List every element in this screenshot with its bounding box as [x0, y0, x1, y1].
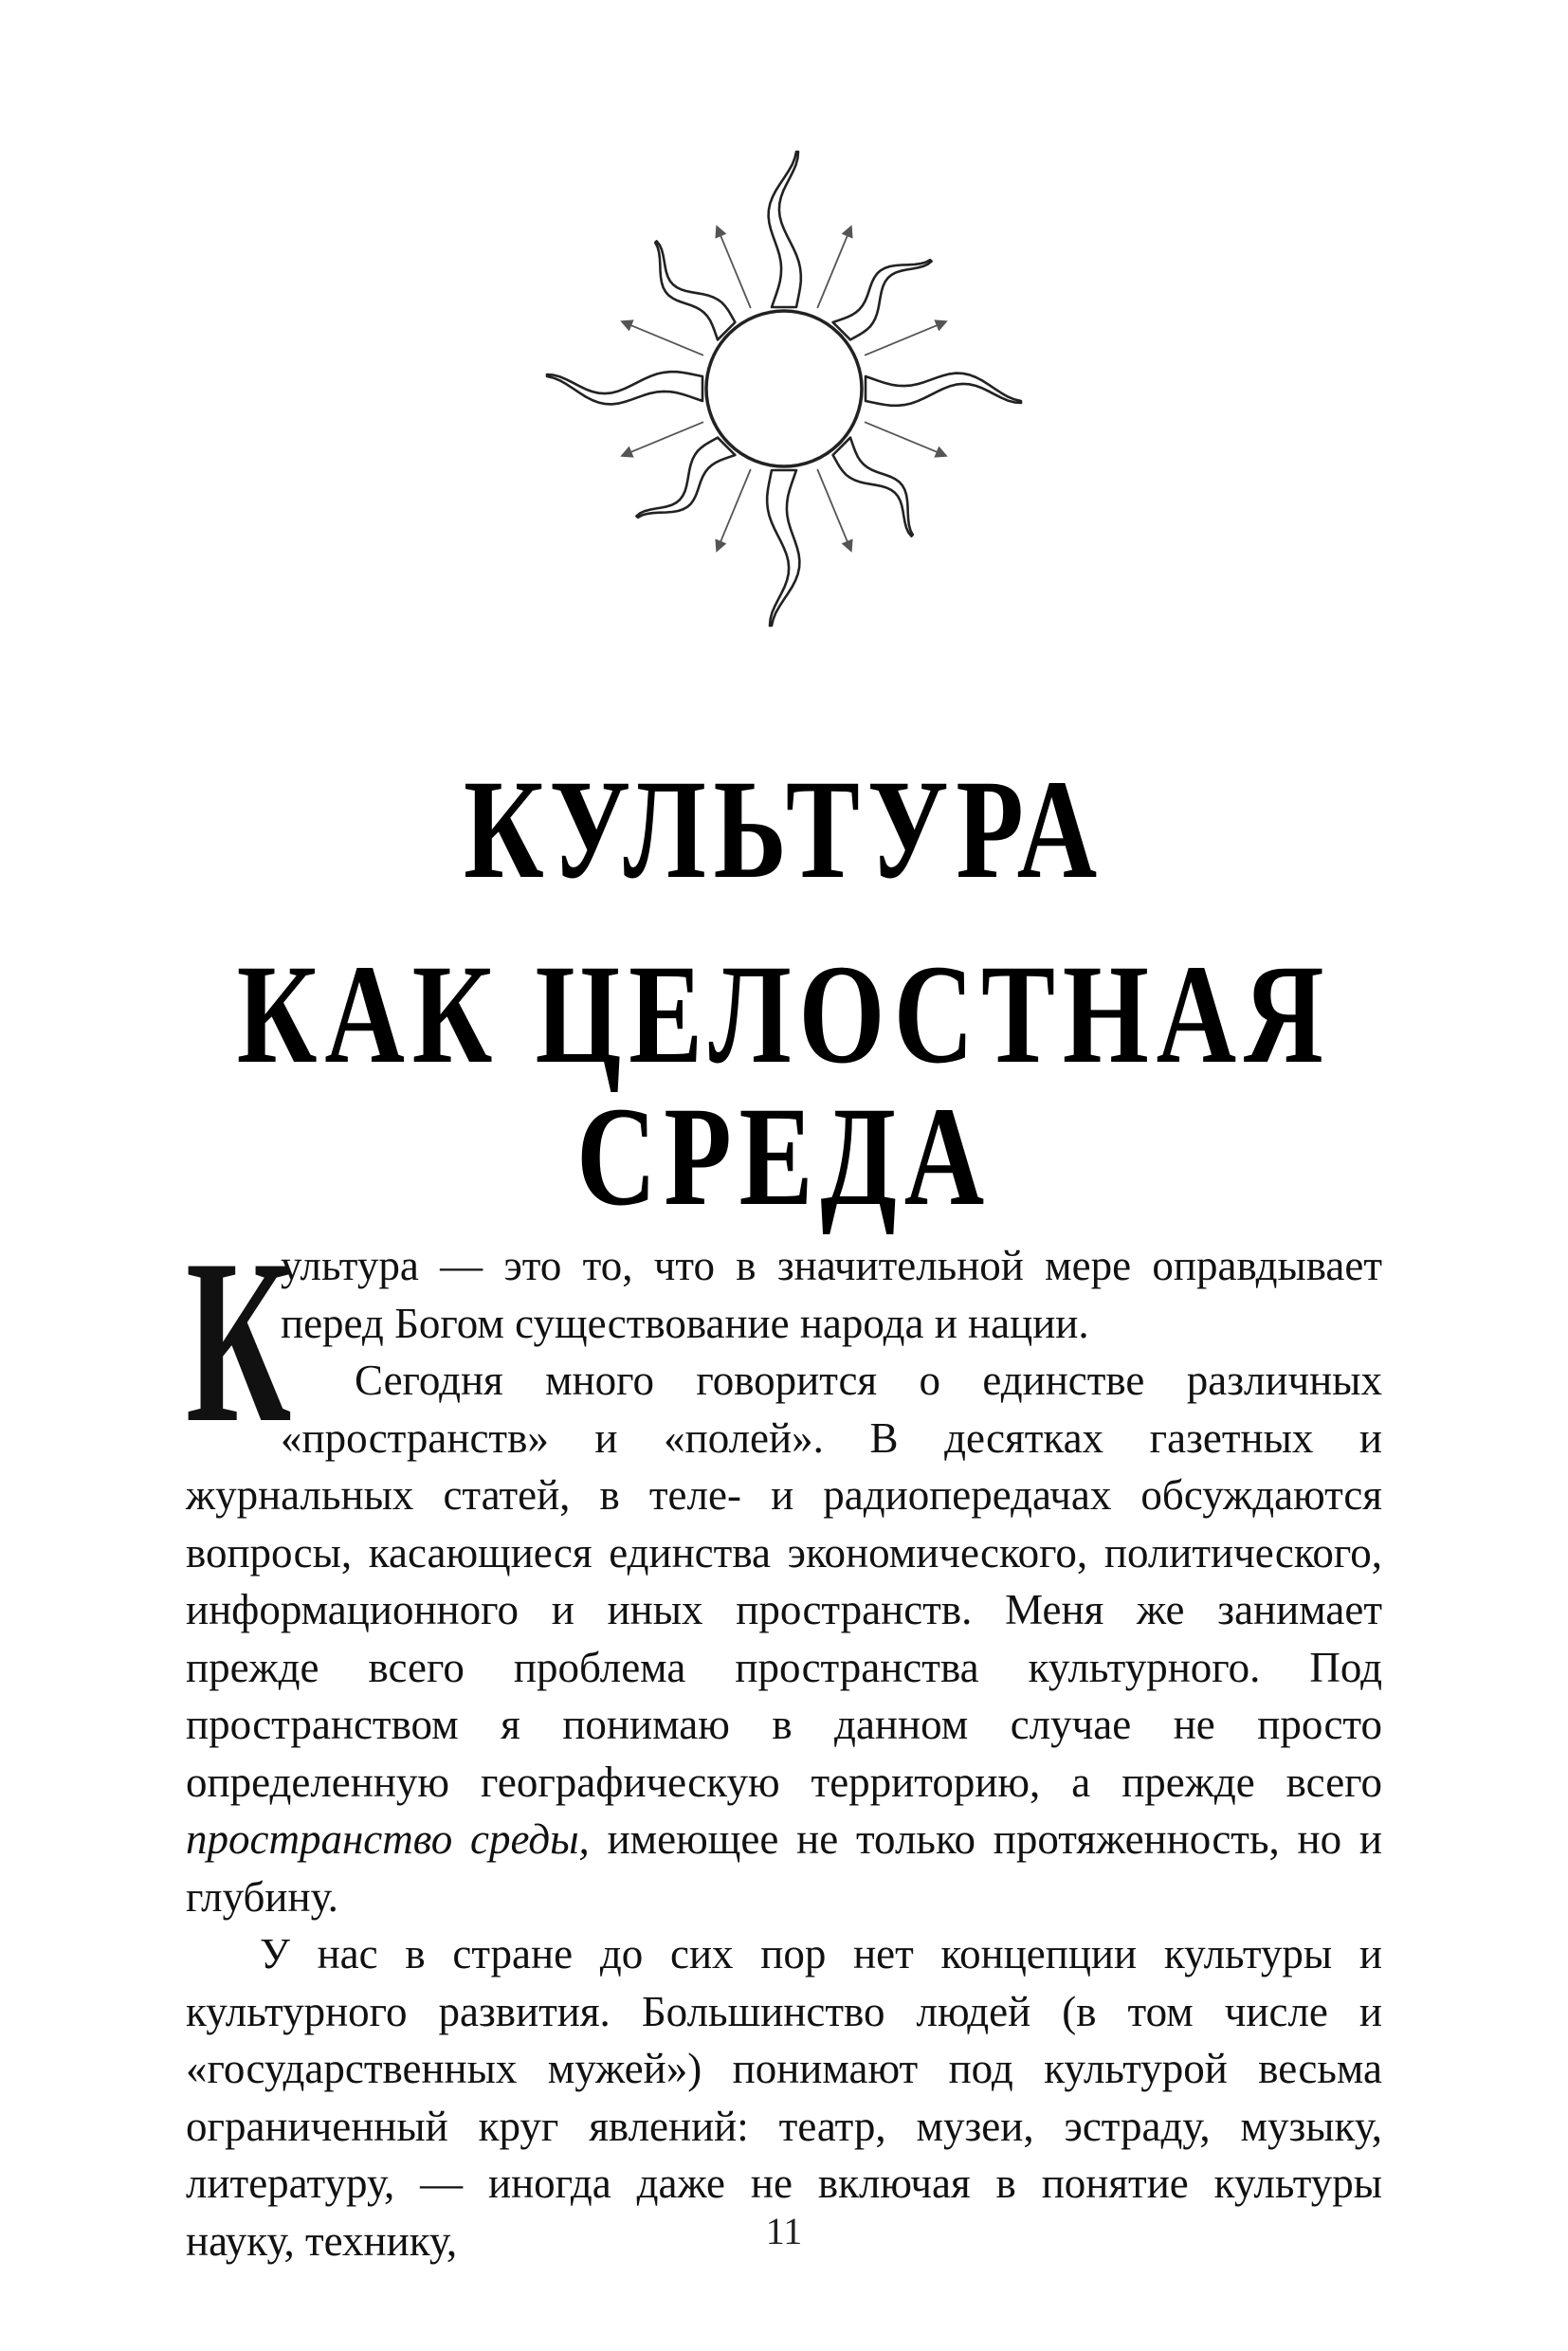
sun-ray — [833, 260, 932, 339]
sun-arrow — [630, 422, 703, 452]
sun-ray — [636, 438, 735, 518]
sun-arrow — [630, 325, 703, 355]
sun-ray — [655, 241, 735, 339]
drop-cap: К — [186, 1211, 292, 1471]
sun-arrow — [817, 235, 848, 308]
paragraph-2-italic: пространство среды, — [186, 1815, 590, 1863]
sun-ray — [547, 372, 702, 404]
sun-ray — [833, 438, 913, 537]
sun-ray — [767, 470, 799, 626]
sun-ray — [866, 374, 1021, 406]
paragraph-2-text-a: Сегодня много говорится о единстве различных «пространств» и «полей». В десятках газетных и журнальных статей, в теле- и радиопередачах обсуждаются вопросы, касающиеся единства экономического, политического, информационного и иных пространств. Меня же занимает прежде всего проблема пространства культурного. Под пространством я понимаю в данном случае не просто определенную географическую территорию, а прежде всего — [186, 1357, 1382, 1806]
paragraph-2-text-b: имеющее не только протяженность, но и глубину. — [186, 1815, 1382, 1921]
paragraph-3: У нас в стране до сих пор нет концепции культуры и культурного развития. Большинство людей (в том числе и «государственных мужей») понимают под культурой весьма ограниченный круг явлений: театр, музеи, эстраду, музыку, литературу, — иногда даже не включая в понятие культуры науку, технику, — [186, 1930, 1382, 2265]
chapter-title-line-2: КАК ЦЕЛОСТНАЯ СРЕДА — [236, 936, 1332, 1235]
paragraph-1 — [186, 1211, 1382, 1471]
sun-arrow-head — [716, 540, 724, 551]
sun-arrow — [817, 469, 848, 542]
sun-arrow-head — [716, 227, 724, 237]
sun-arrow — [865, 325, 938, 355]
body-text — [186, 1211, 1382, 2269]
sun-arrow-head — [843, 227, 851, 237]
paragraph-1-text: ультура — это то, что в значительной мере оправдывает перед Богом существование народа и нации. — [281, 1242, 1382, 1347]
sun-arrow — [720, 469, 751, 542]
sun-arrow-head — [843, 540, 851, 551]
sun-arrow — [865, 422, 938, 452]
paragraph-2 — [186, 1352, 1382, 1925]
chapter-title-line-1: КУЛЬТУРА — [464, 751, 1104, 908]
sun-arrow-head — [936, 447, 946, 456]
sun-arrow-head — [622, 320, 632, 329]
sun-ray — [769, 152, 801, 307]
page-number: 11 — [765, 2210, 803, 2252]
sun-arrow-head — [936, 320, 946, 329]
sun-arrow-head — [622, 447, 632, 456]
sun-icon — [500, 104, 1068, 673]
sun-arrow — [720, 235, 751, 308]
